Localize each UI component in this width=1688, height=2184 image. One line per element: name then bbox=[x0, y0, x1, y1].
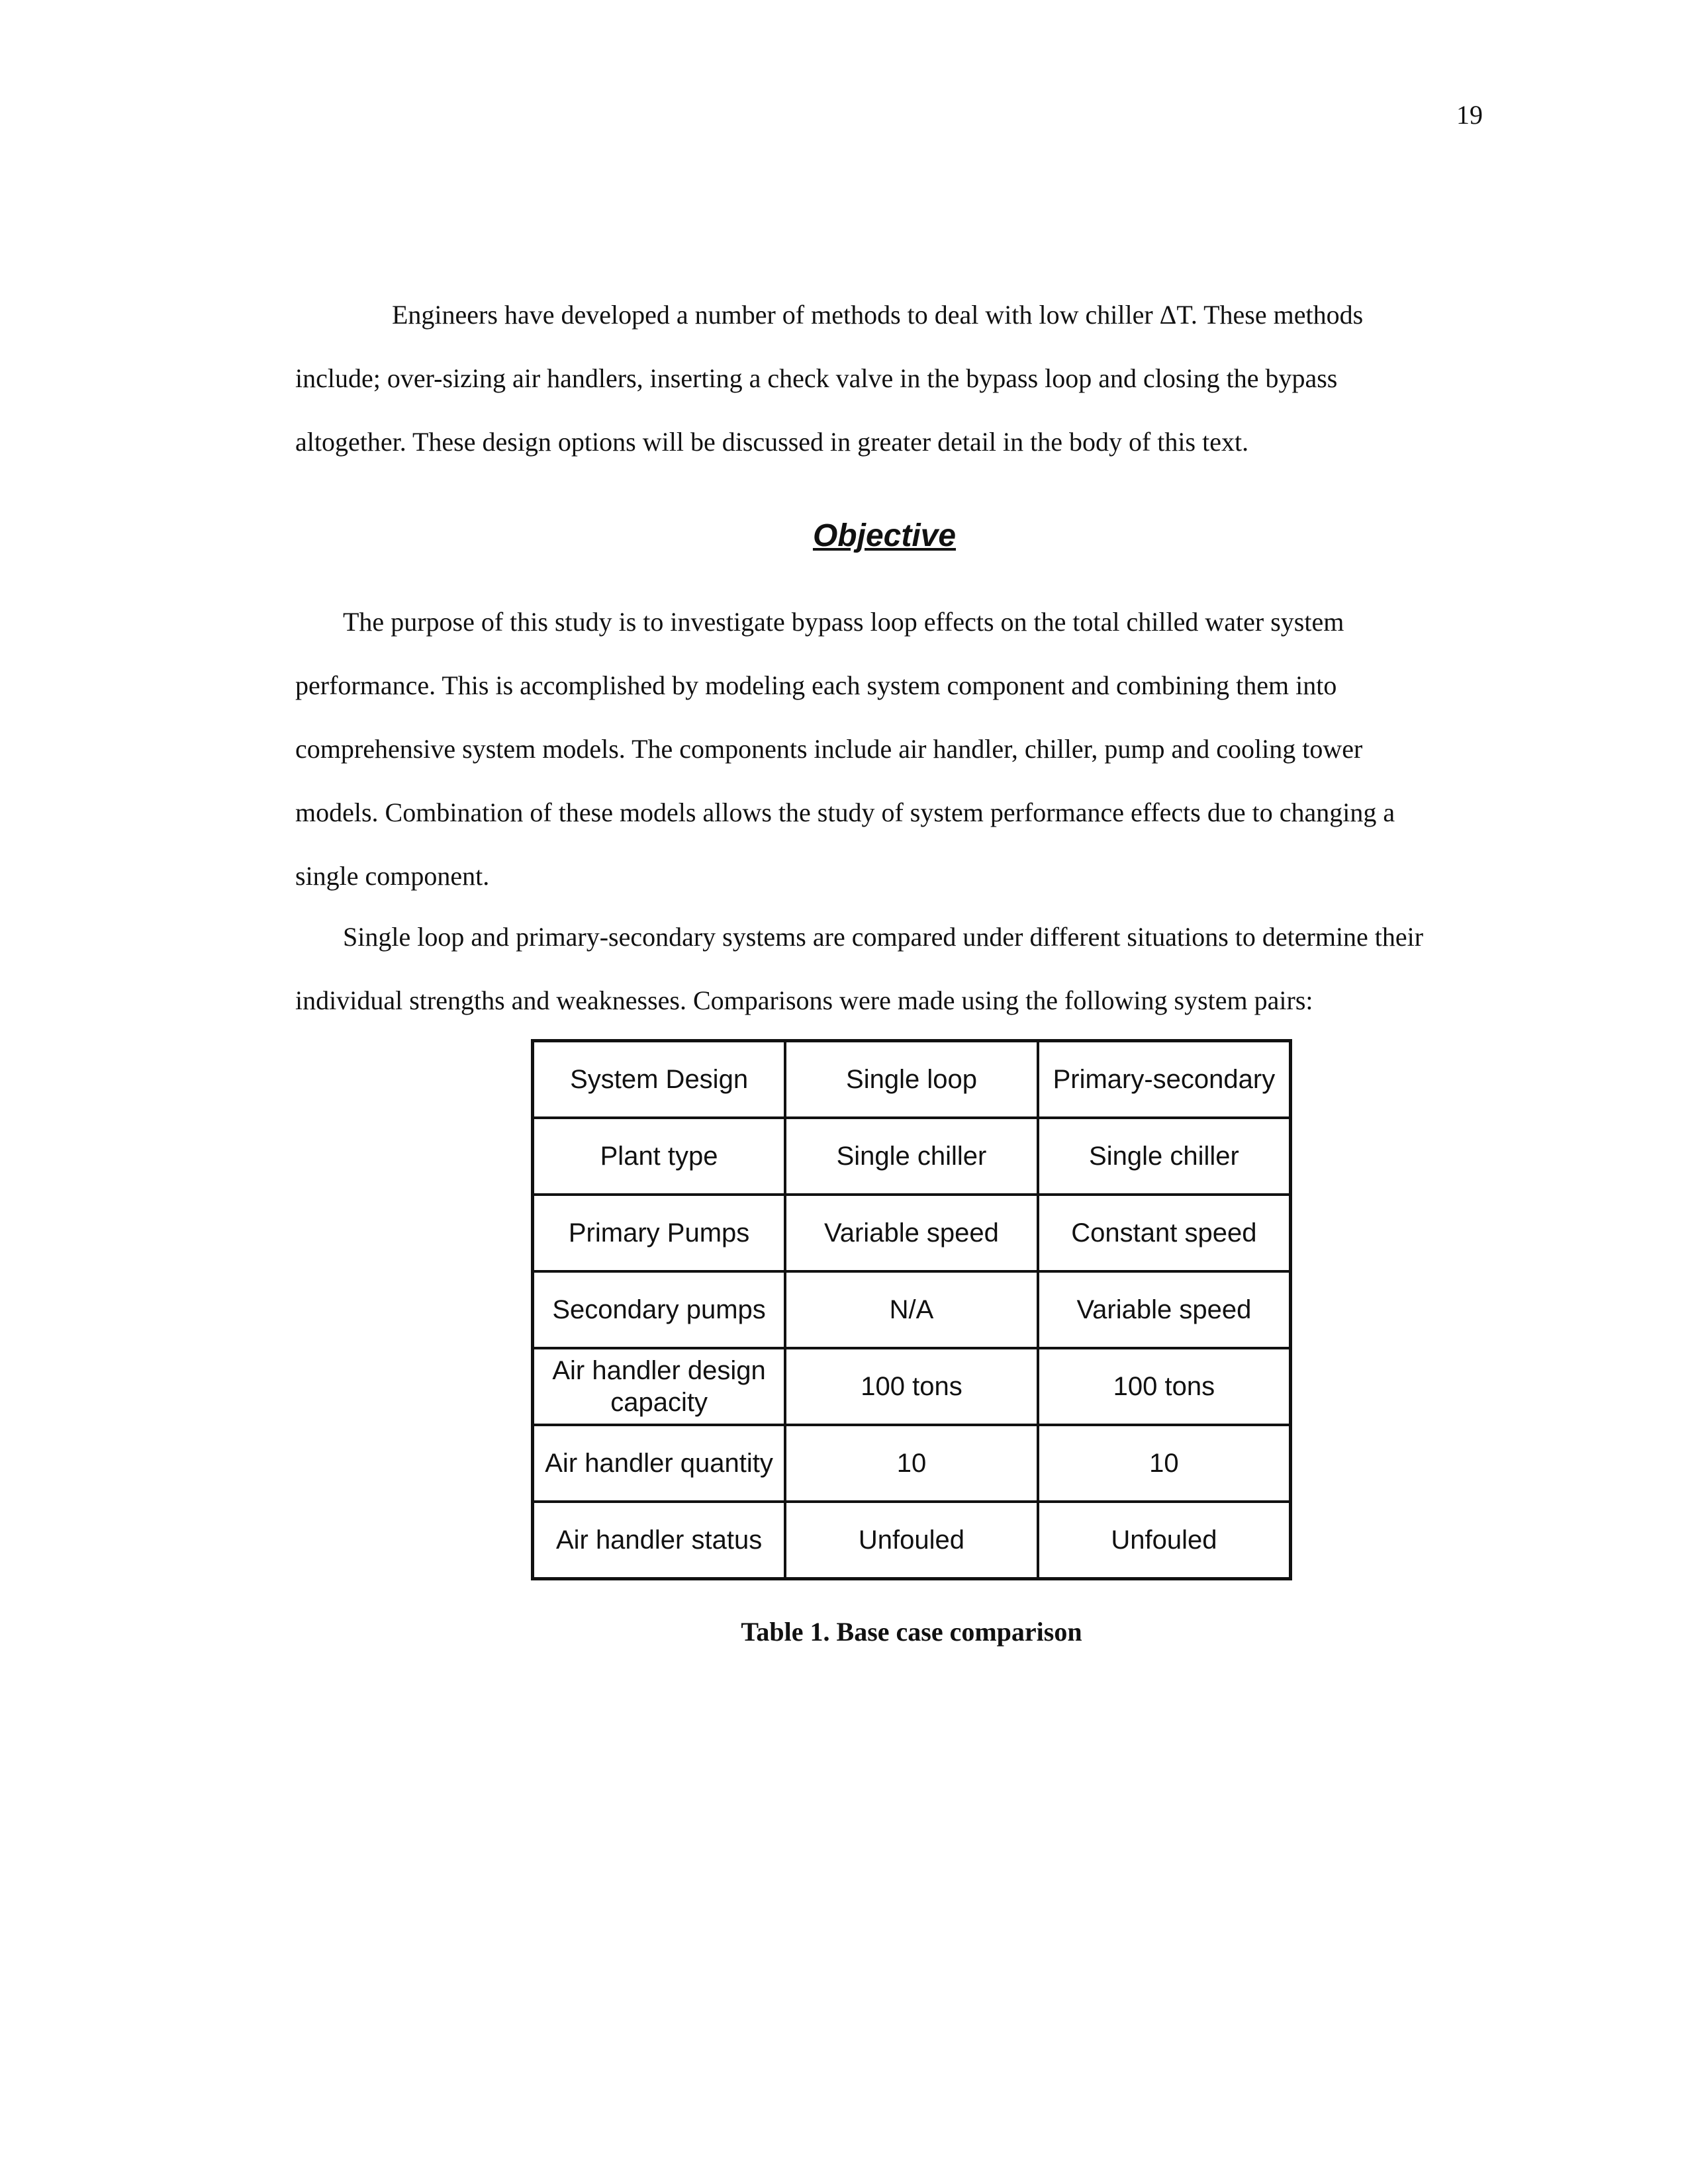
table-row bbox=[533, 1425, 1291, 1502]
table-cell: Air handler design capacity bbox=[533, 1348, 786, 1425]
paragraph-line: Single loop and primary-secondary systems are compared under different situations to determine their bbox=[343, 922, 1424, 952]
table-cell: Single chiller bbox=[785, 1118, 1038, 1195]
base-case-comparison-table bbox=[531, 1039, 1292, 1580]
table-cell: 10 bbox=[785, 1425, 1038, 1502]
paragraph-line: single component. bbox=[295, 861, 490, 891]
table-cell: Single chiller bbox=[1038, 1118, 1291, 1195]
paragraph-line: performance. This is accomplished by modeling each system component and combining them into bbox=[295, 670, 1337, 700]
table-row bbox=[533, 1041, 1291, 1118]
table-row bbox=[533, 1118, 1291, 1195]
paragraph-line: Engineers have developed a number of methods to deal with low chiller ΔT. These methods bbox=[392, 300, 1364, 330]
table-cell: 10 bbox=[1038, 1425, 1291, 1502]
section-heading-objective: Objective bbox=[812, 518, 957, 553]
paragraph-line: The purpose of this study is to investigate bypass loop effects on the total chilled water system bbox=[343, 607, 1344, 637]
table-caption: Table 1. Base case comparison bbox=[741, 1617, 1082, 1647]
table-cell: Air handler quantity bbox=[533, 1425, 786, 1502]
table-row bbox=[533, 1271, 1291, 1348]
table-cell: Unfouled bbox=[785, 1502, 1038, 1579]
table-cell: Constant speed bbox=[1038, 1195, 1291, 1271]
table-cell: Single loop bbox=[785, 1041, 1038, 1118]
table-cell: N/A bbox=[785, 1271, 1038, 1348]
table-cell: System Design bbox=[533, 1041, 786, 1118]
table-cell: Plant type bbox=[533, 1118, 786, 1195]
paragraph-system-comparison bbox=[295, 905, 1474, 1032]
table-cell: Air handler status bbox=[533, 1502, 786, 1579]
page-number: 19 bbox=[1456, 100, 1483, 130]
paragraph-line: include; over-sizing air handlers, inserting a check valve in the bypass loop and closing the bypass bbox=[295, 363, 1338, 393]
paragraph-line: comprehensive system models. The components include air handler, chiller, pump and cooling tower bbox=[295, 734, 1363, 764]
table-cell: Secondary pumps bbox=[533, 1271, 786, 1348]
table-row bbox=[533, 1195, 1291, 1271]
table-cell: Primary Pumps bbox=[533, 1195, 786, 1271]
paragraph-low-delta-t-methods bbox=[295, 283, 1474, 474]
table-cell: Variable speed bbox=[1038, 1271, 1291, 1348]
paragraph-line: altogether. These design options will be discussed in greater detail in the body of this text. bbox=[295, 427, 1249, 457]
paragraph-line: individual strengths and weaknesses. Comparisons were made using the following system pairs: bbox=[295, 985, 1313, 1015]
table-cell: Unfouled bbox=[1038, 1502, 1291, 1579]
table-row bbox=[533, 1502, 1291, 1579]
paragraph-study-purpose bbox=[295, 590, 1474, 908]
table-cell: Variable speed bbox=[785, 1195, 1038, 1271]
paragraph-line: models. Combination of these models allows the study of system performance effects due to changing a bbox=[295, 797, 1395, 827]
table-cell: Primary-secondary bbox=[1038, 1041, 1291, 1118]
table-cell: 100 tons bbox=[1038, 1348, 1291, 1425]
table-row bbox=[533, 1348, 1291, 1425]
table-cell: 100 tons bbox=[785, 1348, 1038, 1425]
